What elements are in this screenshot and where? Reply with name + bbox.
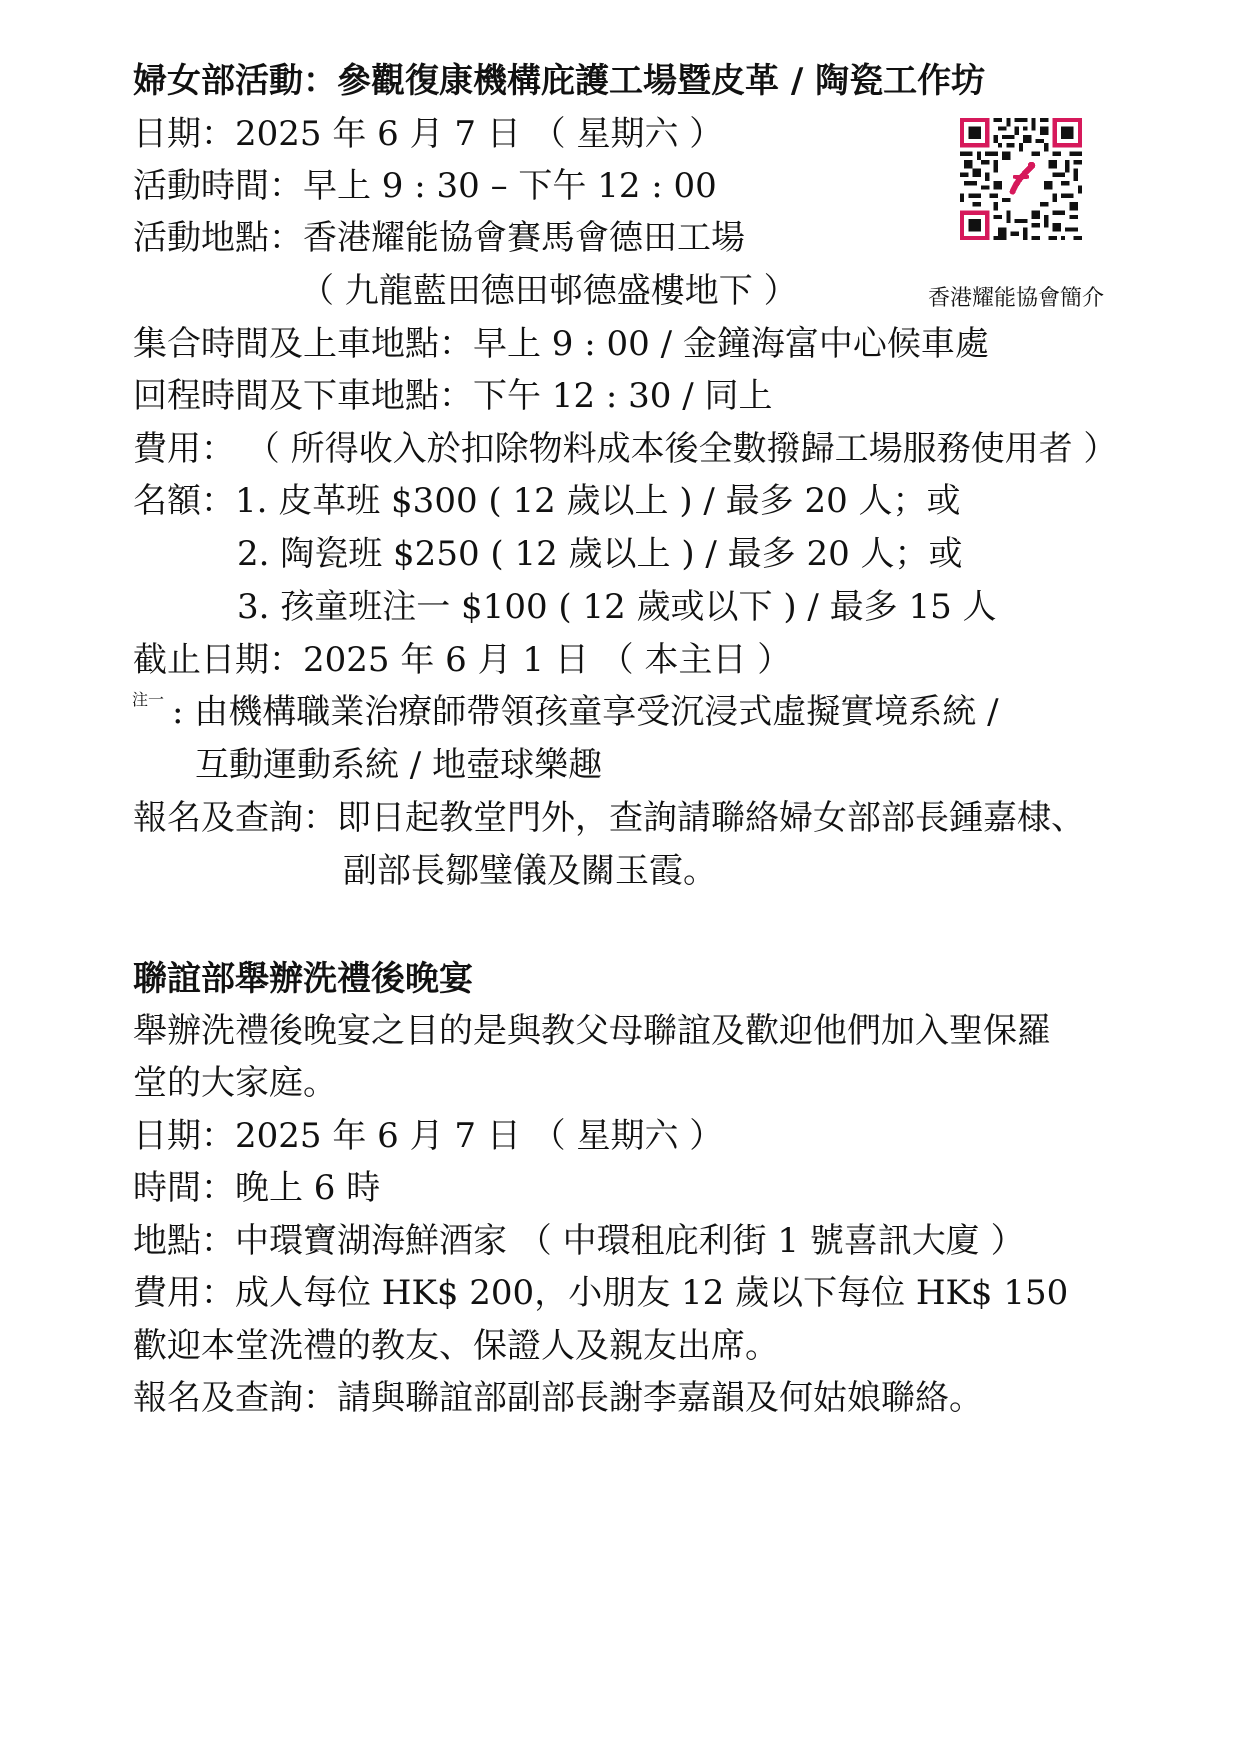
section2-enquiry: 報名及查詢：請與聯誼部副部長謝李嘉韻及何姑娘聯絡。 xyxy=(133,1378,983,1418)
section2-intro-line1: 舉辦洗禮後晚宴之目的是與教父母聯誼及歡迎他們加入聖保羅 xyxy=(133,1011,1051,1051)
section2-welcome: 歡迎本堂洗禮的教友、保證人及親友出席。 xyxy=(133,1326,779,1366)
section1-fee: 費用： （ 所得收入於扣除物料成本後全數撥歸工場服務使用者 ） xyxy=(133,429,1118,469)
section1-assembly: 集合時間及上車地點：早上 9 : 00 / 金鐘海富中心候車處 xyxy=(133,324,989,364)
section1-deadline: 截止日期：2025 年 6 月 1 日 （ 本主日 ） xyxy=(133,640,792,680)
section2-fee: 費用：成人每位 HK$ 200，小朋友 12 歲以下每位 HK$ 150 xyxy=(133,1273,1069,1313)
section1-enquiry-line1: 報名及查詢：即日起教堂門外，查詢請聯絡婦女部部長鍾嘉棣、 xyxy=(133,798,1085,838)
section1-enquiry-line2: 副部長鄒璧儀及關玉霞。 xyxy=(343,851,717,891)
section1-note-line1: : 由機構職業治療師帶領孩童享受沉浸式虛擬實境系統 / xyxy=(172,692,999,732)
section2-title: 聯誼部舉辦洗禮後晚宴 xyxy=(133,959,473,999)
section1-venue-address: （ 九龍藍田德田邨德盛樓地下 ） xyxy=(300,271,798,311)
section2-venue: 地點：中環寶湖海鮮酒家 （ 中環租庇利街 1 號喜訊大廈 ） xyxy=(133,1221,1025,1261)
section1-return: 回程時間及下車地點：下午 12 : 30 / 同上 xyxy=(133,376,773,416)
section2-date: 日期：2025 年 6 月 7 日 （ 星期六 ） xyxy=(133,1116,724,1156)
section1-quota-2: 2. 陶瓷班 $250 ( 12 歲以上 ) / 最多 20 人；或 xyxy=(237,534,963,574)
section1-venue: 活動地點：香港耀能協會賽馬會德田工場 xyxy=(133,218,745,258)
section2-intro-line2: 堂的大家庭。 xyxy=(133,1063,337,1103)
qr-caption: 香港耀能協會簡介 xyxy=(928,286,1105,311)
section2-time: 時間：晚上 6 時 xyxy=(133,1168,381,1208)
section1-title: 婦女部活動：參觀復康機構庇護工場暨皮革 / 陶瓷工作坊 xyxy=(133,61,986,101)
section1-quota-1: 名額：1. 皮革班 $300 ( 12 歲以上 ) / 最多 20 人；或 xyxy=(133,481,961,521)
section1-time: 活動時間：早上 9 : 30 – 下午 12 : 00 xyxy=(133,166,717,206)
section1-note-line2: 互動運動系統 / 地壺球樂趣 xyxy=(195,745,603,785)
section1-quota-3: 3. 孩童班注一 $100 ( 12 歲或以下 ) / 最多 15 人 xyxy=(237,587,997,627)
section1-note-marker: 注一 xyxy=(132,690,165,709)
qr-code-icon[interactable] xyxy=(960,118,1082,240)
section1-date: 日期：2025 年 6 月 7 日 （ 星期六 ） xyxy=(133,114,724,154)
